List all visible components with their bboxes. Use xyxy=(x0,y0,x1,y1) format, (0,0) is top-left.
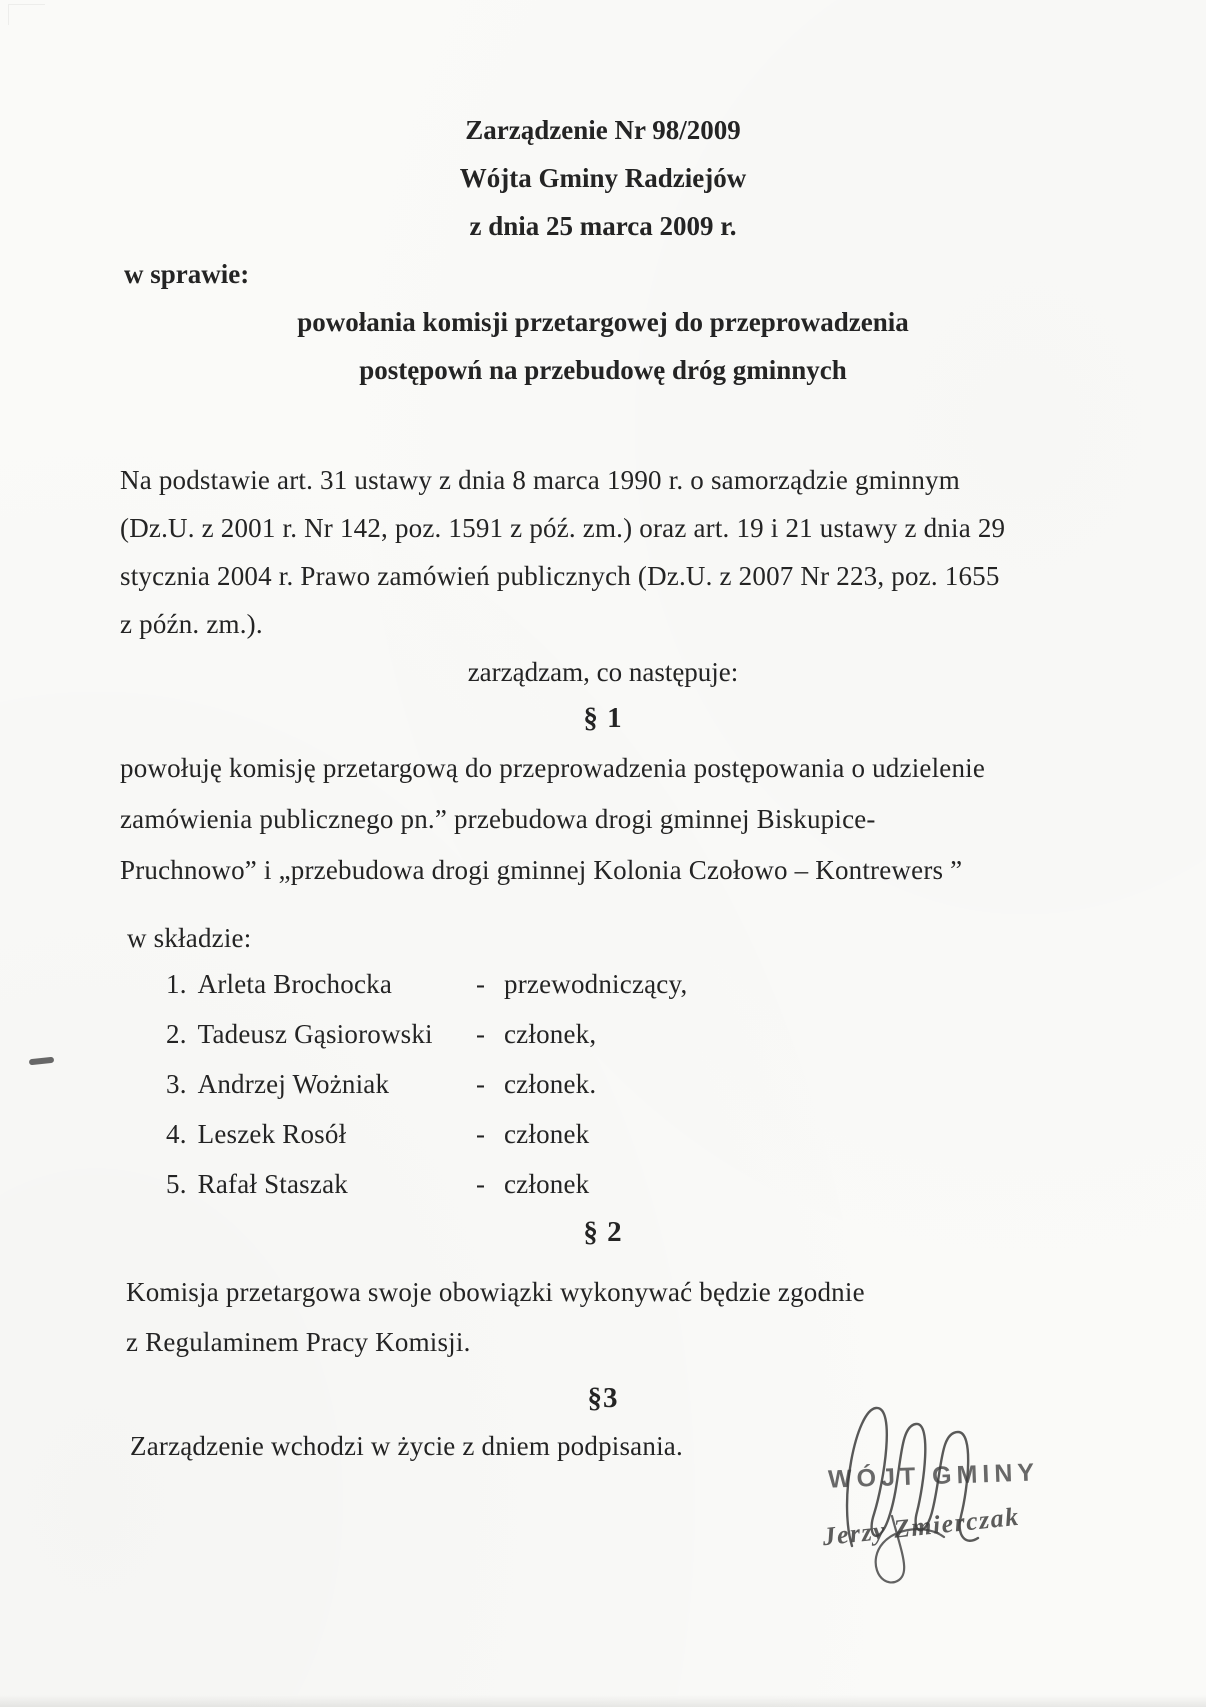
legal-basis-line: Na podstawie art. 31 ustawy z dnia 8 marca 1990 r. o samorządzie gminnym xyxy=(120,465,960,495)
section-1-line: zamówienia publicznego pn.” przebudowa drogi gminnej Biskupice- xyxy=(120,804,876,834)
member-name: Andrzej Wożniak xyxy=(197,1069,390,1099)
member-row xyxy=(166,1069,596,1100)
member-role: członek, xyxy=(504,1019,597,1049)
member-name: Rafał Staszak xyxy=(197,1169,348,1199)
legal-basis-line: stycznia 2004 r. Prawo zamówień publicznych (Dz.U. z 2007 Nr 223, poz. 1655 xyxy=(120,561,1000,591)
member-row xyxy=(166,1019,596,1050)
member-role: członek xyxy=(504,1169,590,1199)
section-3-line: Zarządzenie wchodzi w życie z dniem podpisania. xyxy=(130,1431,683,1461)
scan-edge-shadow xyxy=(0,1695,1206,1707)
scan-mark-dash xyxy=(29,1057,54,1066)
member-number: 5. xyxy=(166,1169,187,1199)
member-number: 1. xyxy=(166,969,187,999)
member-number: 2. xyxy=(166,1019,187,1049)
member-name: Leszek Rosół xyxy=(197,1119,347,1149)
composition-label: w składzie: xyxy=(127,923,252,953)
member-separator: - xyxy=(476,1119,486,1149)
order-intro: zarządzam, co następuje: xyxy=(467,657,739,687)
member-row xyxy=(166,1169,589,1200)
member-row xyxy=(166,969,687,1000)
member-row xyxy=(166,1119,589,1150)
section-1-line: Pruchnowo” i „przebudowa drogi gminnej Kolonia Czołowo – Kontrewers ” xyxy=(120,855,963,885)
section-1-line: powołuję komisję przetargową do przeprowadzenia postępowania o udzielenie xyxy=(120,753,986,783)
document-title-line-1: Zarządzenie Nr 98/2009 xyxy=(465,115,741,145)
signature-scribble xyxy=(832,1396,1007,1591)
member-separator: - xyxy=(476,1069,486,1099)
legal-basis-line: z późn. zm.). xyxy=(120,609,263,639)
section-2-heading: § 2 xyxy=(583,1216,623,1248)
member-separator: - xyxy=(476,1019,486,1049)
member-separator: - xyxy=(476,1169,486,1199)
member-number: 3. xyxy=(166,1069,187,1099)
subject-line-1: powołania komisji przetargowej do przeprowadzenia xyxy=(297,307,909,337)
stamp-signer-name: Jerzy Zmierczak xyxy=(820,1501,1021,1552)
member-role: przewodniczący, xyxy=(504,969,688,999)
stamp-office-text: WÓJT GMINY xyxy=(827,1458,1040,1494)
member-role: członek xyxy=(504,1119,590,1149)
member-role: członek. xyxy=(504,1069,597,1099)
section-1-heading: § 1 xyxy=(583,702,623,734)
document-title-line-3: z dnia 25 marca 2009 r. xyxy=(469,211,737,241)
member-number: 4. xyxy=(166,1119,187,1149)
section-2-line: Komisja przetargowa swoje obowiązki wykonywać będzie zgodnie xyxy=(126,1277,865,1307)
document-title-line-2: Wójta Gminy Radziejów xyxy=(459,163,747,193)
legal-basis-line: (Dz.U. z 2001 r. Nr 142, poz. 1591 z póź. zm.) oraz art. 19 i 21 ustawy z dnia 29 xyxy=(120,513,1006,543)
section-3-heading: §3 xyxy=(587,1382,619,1414)
member-name: Arleta Brochocka xyxy=(197,969,393,999)
subject-line-2: postępowń na przebudowę dróg gminnych xyxy=(359,355,847,385)
scan-corner-mark xyxy=(8,4,45,25)
subject-label: w sprawie: xyxy=(124,259,250,289)
member-separator: - xyxy=(476,969,486,999)
member-name: Tadeusz Gąsiorowski xyxy=(197,1019,433,1049)
section-2-line: z Regulaminem Pracy Komisji. xyxy=(126,1327,471,1357)
